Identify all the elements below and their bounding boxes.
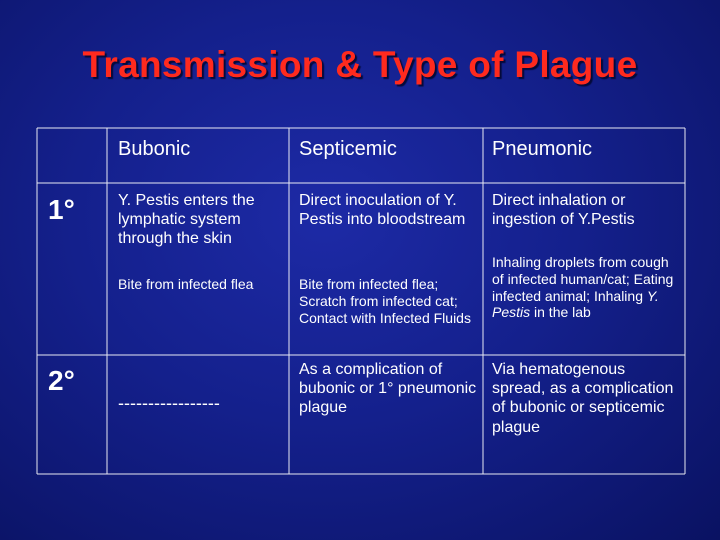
primary-pneumonic-source-organism: Y. Pestis [492, 287, 659, 321]
primary-septicemic-source: Bite from infected flea; Scratch from infected cat; Contact with Infected Fluids [299, 276, 471, 326]
primary-pneumonic-source-text: Inhaling droplets from cough of infected human/cat; Eating infected animal; Inhaling [492, 254, 674, 304]
row-label-secondary: 2° [48, 365, 75, 396]
primary-bubonic-source: Bite from infected flea [118, 276, 254, 292]
secondary-pneumonic: Via hematogenous spread, as a complication of bubonic or septicemic plague [492, 361, 674, 436]
primary-septicemic-route: Direct inoculation of Y. Pestis into bloodstream [299, 192, 466, 229]
secondary-bubonic: ----------------- [118, 393, 220, 413]
secondary-septicemic: As a complication of bubonic or 1° pneumonic plague [299, 361, 477, 417]
row-label-primary: 1° [48, 194, 75, 225]
primary-pneumonic-source [492, 254, 682, 321]
primary-bubonic-route: Y. Pestis enters the lymphatic system through the skin [118, 192, 255, 248]
header-septicemic: Septicemic [299, 138, 397, 160]
primary-pneumonic-source-tail: in the lab [530, 304, 591, 321]
primary-pneumonic-route: Direct inhalation or ingestion of Y.Pestis [492, 192, 635, 229]
header-bubonic: Bubonic [118, 138, 191, 160]
header-pneumonic: Pneumonic [492, 138, 593, 160]
slide-title: Transmission & Type of Plague [82, 44, 638, 85]
